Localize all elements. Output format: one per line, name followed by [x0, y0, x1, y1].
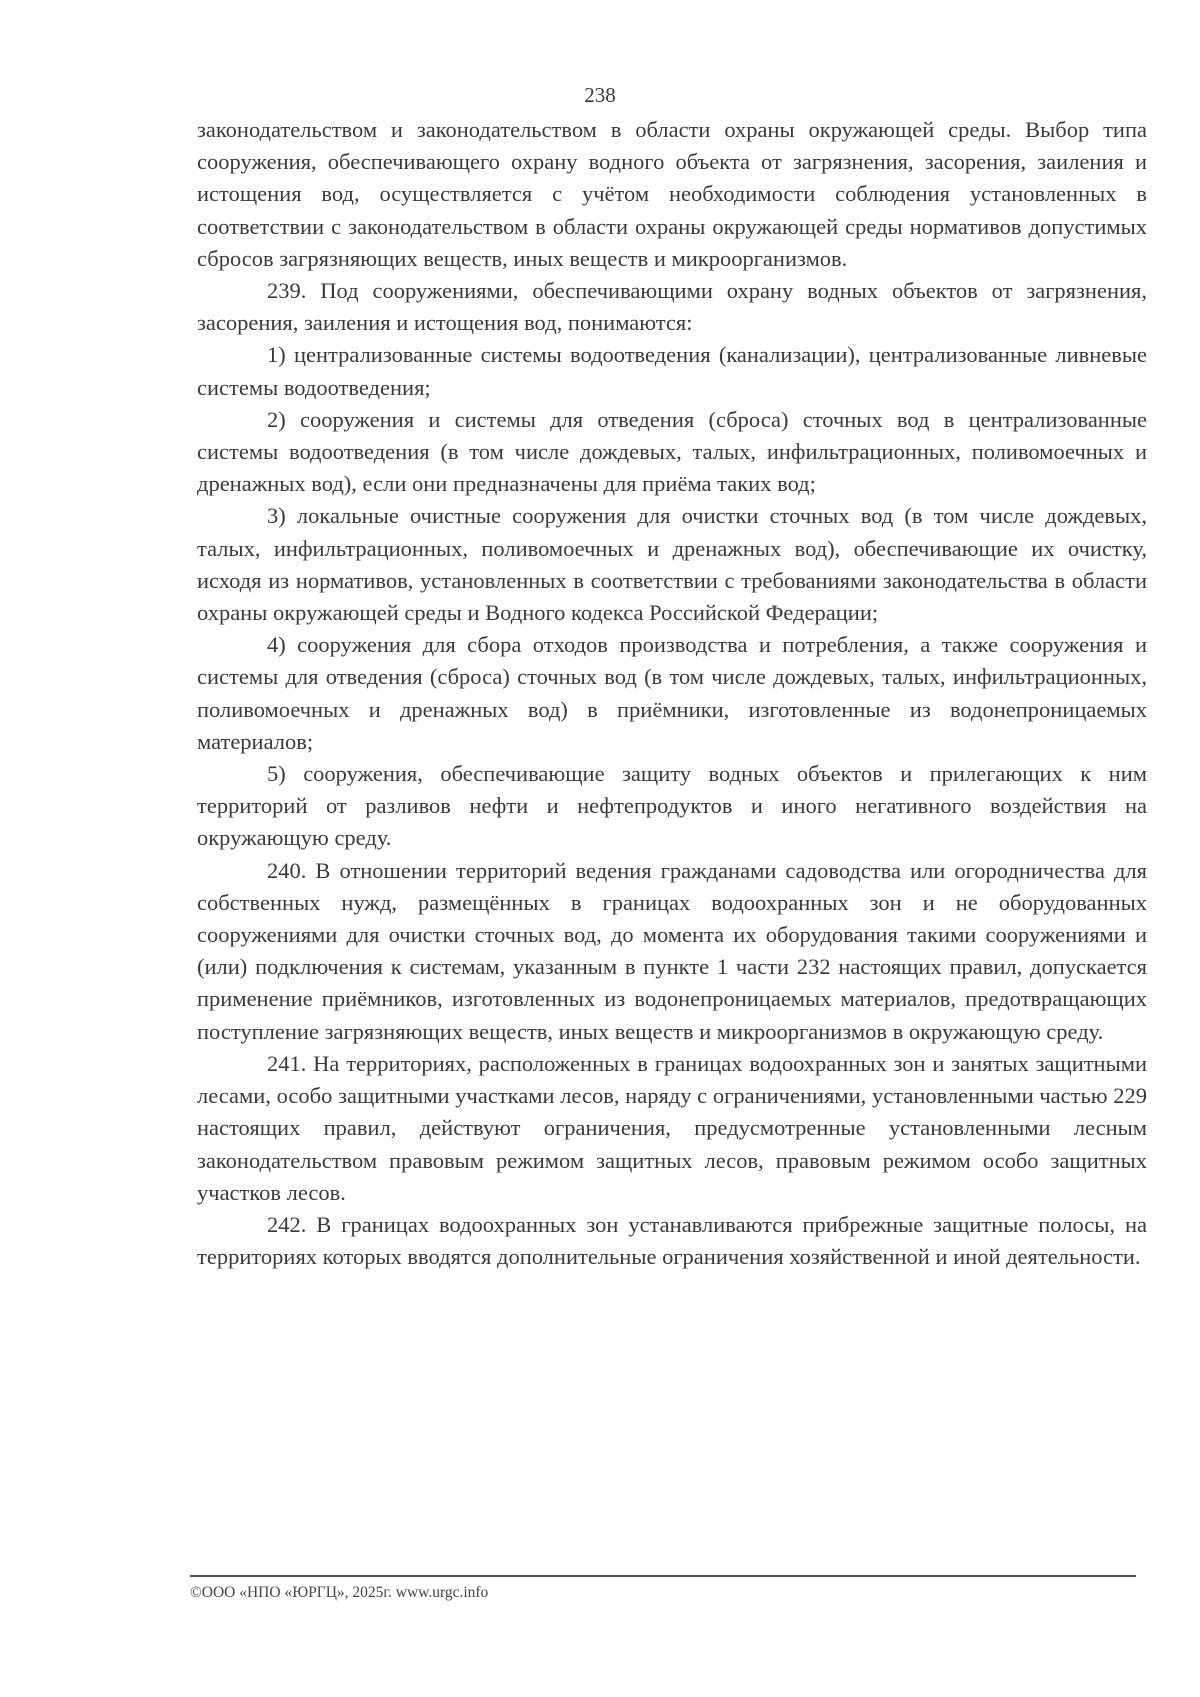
- list-item: 5) сооружения, обеспечивающие защиту водных объектов и прилегающих к ним территорий от разливов нефти и нефтепродуктов и иного негативного воздействия на окружающую среду.: [197, 761, 1147, 851]
- paragraph: 241. На территориях, расположенных в границах водоохранных зон и занятых защитными лесами, особо защитными участками лесов, наряду с ограничениями, установленными частью 229 настоящих правил, действуют ограничения, предусмотренные установленными лесным законодательством правовым режимом защитных лесов, правовым режимом особо защитных участков лесов.: [197, 1050, 1147, 1205]
- list-item: 2) сооружения и системы для отведения (сброса) сточных вод в централизованные системы водоотведения (в том числе дождевых, талых, инфильтрационных, поливомоечных и дренажных вод), если они предназначены для приёма таких вод;: [197, 406, 1147, 497]
- paragraph: 239. Под сооружениями, обеспечивающими охрану водных объектов от загрязнения, засорения, заиления и истощения вод, понимаются:: [197, 278, 1147, 336]
- footer-copyright: ©ООО «НПО «ЮРГЦ», 2025г. www.urgc.info: [190, 1584, 489, 1601]
- list-item: 1) централизованные системы водоотведения (канализации), централизованные ливневые системы водоотведения;: [197, 342, 1147, 400]
- list-item: 4) сооружения для сбора отходов производства и потребления, а также сооружения и системы для отведения (сброса) сточных вод (в том числе дождевых, талых, инфильтрационных, поливомоечных и дренажных вод) в приёмники, изготовленные из водонепроницаемых материалов;: [197, 632, 1147, 754]
- paragraph: законодательством и законодательством в области охраны окружающей среды. Выбор типа сооружения, обеспечивающего охрану водного объекта от загрязнения, засорения, заиления и истощения вод, осуществляется с учётом необходимости соблюдения установленных в соответствии с законодательством в области охраны окружающей среды нормативов допустимых сбросов загрязняющих веществ, иных веществ и микроорганизмов.: [197, 117, 1147, 271]
- list-item: 3) локальные очистные сооружения для очистки сточных вод (в том числе дождевых, талых, инфильтрационных, поливомоечных и дренажных вод), обеспечивающие их очистку, исходя из нормативов, установленных в соответствии с требованиями законодательства в области охраны окружающей среды и Водного кодекса Российской Федерации;: [197, 503, 1147, 626]
- footer-divider: [190, 1575, 1136, 1577]
- paragraph: 242. В границах водоохранных зон устанавливаются прибрежные защитные полосы, на территориях которых вводятся дополнительные ограничения хозяйственной и иной деятельности.: [197, 1211, 1147, 1270]
- page-number: 238: [584, 83, 616, 107]
- document-body: [197, 114, 1147, 1273]
- paragraph: 240. В отношении территорий ведения гражданами садоводства или огородничества для собственных нужд, размещённых в границах водоохранных зон и не оборудованных сооружениями для очистки сточных вод, до момента их оборудования такими сооружениями и (или) подключения к системам, указанным в пункте 1 части 232 настоящих правил, допускается применение приёмников, изготовленных из водонепроницаемых материалов, предотвращающих поступление загрязняющих веществ, иных веществ и микроорганизмов в окружающую среду.: [197, 857, 1147, 1044]
